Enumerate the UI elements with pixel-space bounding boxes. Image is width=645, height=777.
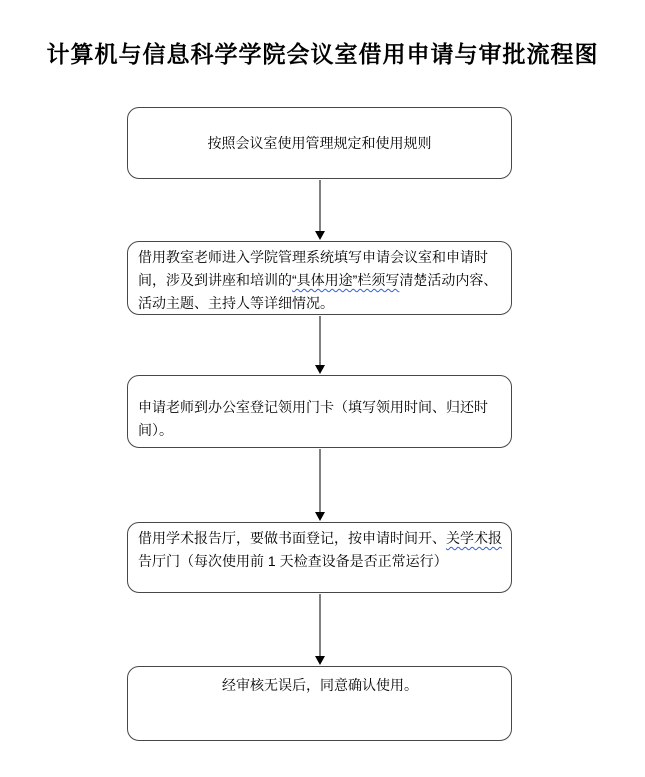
arrow-shaft	[319, 316, 321, 366]
flow-box-step-5-text: 经审核无误后，同意确认使用。	[222, 677, 418, 693]
arrow-head-icon	[315, 231, 325, 240]
arrow-shaft	[319, 449, 321, 513]
flow-box-step-2-text: 借用教室老师进入学院管理系统填写申请会议室和申请时 间，涉及到讲座和培训的“具体用途”栏须写清楚活动内容、 活动主题、主持人等详细情况。	[138, 249, 498, 311]
arrow-down-1	[314, 180, 326, 240]
flow-box-step-1	[127, 107, 512, 179]
flow-box-step-2	[127, 241, 512, 315]
arrow-head-icon	[315, 512, 325, 521]
arrow-shaft	[319, 180, 321, 232]
flow-box-step-4	[127, 522, 512, 593]
arrow-head-icon	[315, 365, 325, 374]
arrow-head-icon	[315, 656, 325, 665]
flow-box-step-4-text: 借用学术报告厅，要做书面登记，按申请时间开、关学术报 告厅门（每次使用前 1 天检查设备是否正常运行）	[138, 530, 502, 569]
arrow-down-2	[314, 316, 326, 374]
flowchart-title: 计算机与信息科学学院会议室借用申请与审批流程图	[46, 42, 599, 67]
arrow-shaft	[319, 594, 321, 657]
flow-box-step-1-text: 按照会议室使用管理规定和使用规则	[207, 134, 432, 151]
flow-box-step-3	[127, 375, 512, 448]
arrow-down-3	[314, 449, 326, 521]
flow-box-step-5	[127, 666, 512, 741]
arrow-down-4	[314, 594, 326, 665]
flow-box-step-3-text: 申请老师到办公室登记领用门卡（填写领用时间、归还时 间）。	[138, 399, 488, 438]
